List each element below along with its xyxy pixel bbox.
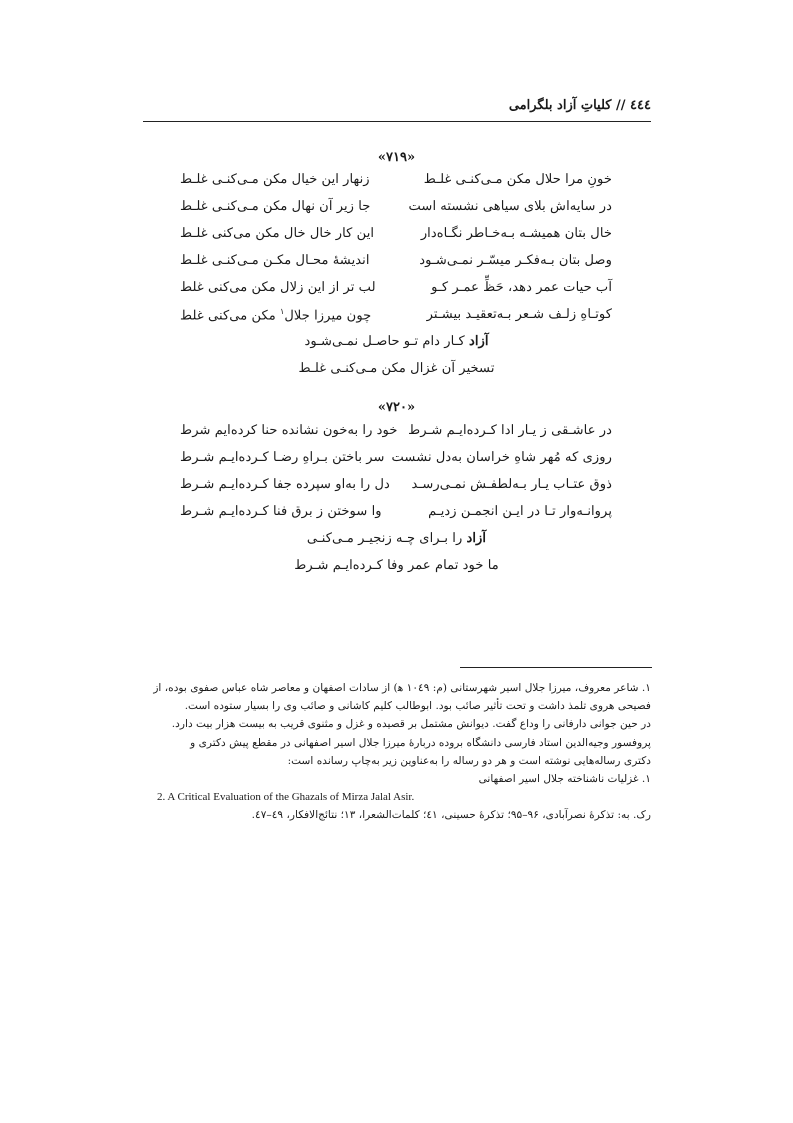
couplet <box>180 253 612 277</box>
footnote-subitem: ۱. غزلیات ناشناخته جلال اسیر اصفهانی <box>478 773 651 786</box>
hemistich-second: چون میرزا جلال$^۱$ مکن می‌کنی غلط <box>180 307 372 324</box>
hemistich-second: جا زیر آن نهال مکن مـی‌کنـی غلـط <box>180 199 371 214</box>
footnote-reference: رک. به: تذکرهٔ نصرآبادی، ۹۶–۹۵؛ تذکرهٔ حسینی، ٤۱؛ کلمات‌الشعرا، ۱۳؛ نتائج‌الافکار، ٤۹–٤۷. <box>251 809 651 822</box>
header-separator: // <box>616 98 626 113</box>
hemistich-second: لب تر از این زلال مکن می‌کنی غلط <box>180 280 376 295</box>
hemistich-second: این کار خال خال مکن می‌کنی غلـط <box>180 226 375 241</box>
hemistich-second: خود را به‌خون نشانده حنا کرده‌ایم شرط <box>180 423 398 438</box>
couplet <box>180 307 612 331</box>
hemistich-first: خونِ مرا حلال مکن مـی‌کنـی غلـط <box>423 172 612 187</box>
couplet <box>180 280 612 304</box>
hemistich-first: کوتـاهِ زلـف شـعر بـه‌تعقیـد بیشـتر <box>426 307 612 322</box>
footnote-1 <box>143 679 651 770</box>
hemistich-second: سر باختن بـراهِ رضـا کـرده‌ایـم شـرط <box>180 450 385 465</box>
footnote-marker: ۱ <box>280 307 285 316</box>
footnote-line: فصیحی هروی تلمذ داشت و تحت تأثیر صائب بود. ابوطالب کلیم کاشانی و صائب وی را بسیار ستوده است. <box>184 700 651 713</box>
couplet <box>180 450 612 474</box>
footnote-line: در حین جوانی دارفانی را وداع گفت. دیوانش مشتمل بر قصیده و غزل و مثنوی قریب به بیست هزار بیت دارد. <box>171 718 651 731</box>
hemistich-second: زنهار این خیال مکن مـی‌کنـی غلـط <box>180 172 370 187</box>
hemistich-first: خال بتان همیشـه بـه‌خـاطر نگـاه‌دار <box>420 226 612 241</box>
hemistich-first: آب حیات عمر دهد، حَظِّ عمـر کـو <box>431 280 612 295</box>
poem-number: «۷۲۰» <box>377 400 416 415</box>
hemistich-second: اندیشهٔ محـال مکـن مـی‌کنـی غلـط <box>180 253 370 268</box>
hemistich-first: ذوق عتـاب یـار بـه‌لطفـش نمـی‌رسـد <box>411 477 612 492</box>
couplet <box>180 172 612 196</box>
hemistich-first: پروانـه‌وار تـا در ایـن انجمـن زدیـم <box>428 504 612 519</box>
poem-number: «۷۱۹» <box>377 150 416 165</box>
closing-line <box>0 558 793 573</box>
header-rule <box>143 121 651 122</box>
running-header <box>143 98 651 113</box>
page-number: ٤٤٤ <box>630 98 651 113</box>
hemistich-second: وا سوختن ز برق فنا کـرده‌ایـم شـرط <box>180 504 382 519</box>
hemistich-first: وصل بتان بـه‌فکـر میسّـر نمـی‌شـود <box>419 253 612 268</box>
hemistich-first: در عاشـقی ز یـار ادا کـرده‌ایـم شـرط <box>408 423 612 438</box>
footnote-subitem-english: 2. A Critical Evaluation of the Ghazals of Mirza Jalal Asir. <box>157 791 415 804</box>
footnotes <box>143 679 651 825</box>
footnote-line: پروفسور وجیه‌الدین استاد فارسی دانشگاه برودە دربارهٔ میرزا جلال اسیر اصفهانی در مقطع پیش دکتری و <box>190 736 651 749</box>
book-title: کلیاتِ آزاد بلگرامی <box>508 98 612 113</box>
footnote-rule <box>460 667 652 668</box>
closing-line <box>0 361 793 376</box>
closing-text: را بـرای چـه زنجیـر مـی‌کنـی <box>306 531 467 546</box>
hemistich-first: در سایه‌اش بلای سیاهی نشسته است <box>408 199 612 214</box>
closing-text: ما خود تمام عمر وفا کـرده‌ایـم شـرط <box>294 558 499 573</box>
couplet <box>180 226 612 250</box>
couplet <box>180 423 612 447</box>
poet-name: آزاد <box>468 334 489 349</box>
closing-line <box>0 334 793 349</box>
closing-text: کـار دام تـو حاصـل نمـی‌شـود <box>304 334 469 349</box>
footnote-line: دکتری رساله‌هایی نوشته است و هر دو رساله را به‌عناوین زیر به‌چاپ رسانده است: <box>287 754 651 767</box>
couplet <box>180 199 612 223</box>
footnote-line: ۱. شاعر معروف، میرزا جلال اسیر شهرستانی (م: ۱۰٤۹ ﻫ) از سادات اصفهان و معاصر شاه عباس صفوی بوده، از <box>153 682 651 694</box>
couplet <box>180 477 612 501</box>
poet-name: آزاد <box>466 531 487 546</box>
hemistich-second: دل را به‌او سپرده جفا کـرده‌ایـم شـرط <box>180 477 390 492</box>
closing-text: تسخیر آن غزال مکن مـی‌کنـی غلـط <box>298 361 495 376</box>
hemistich-first: روزی که مُهر شاهِ خراسان به‌دل نشست <box>391 450 612 465</box>
closing-line <box>0 531 793 546</box>
couplet <box>180 504 612 528</box>
